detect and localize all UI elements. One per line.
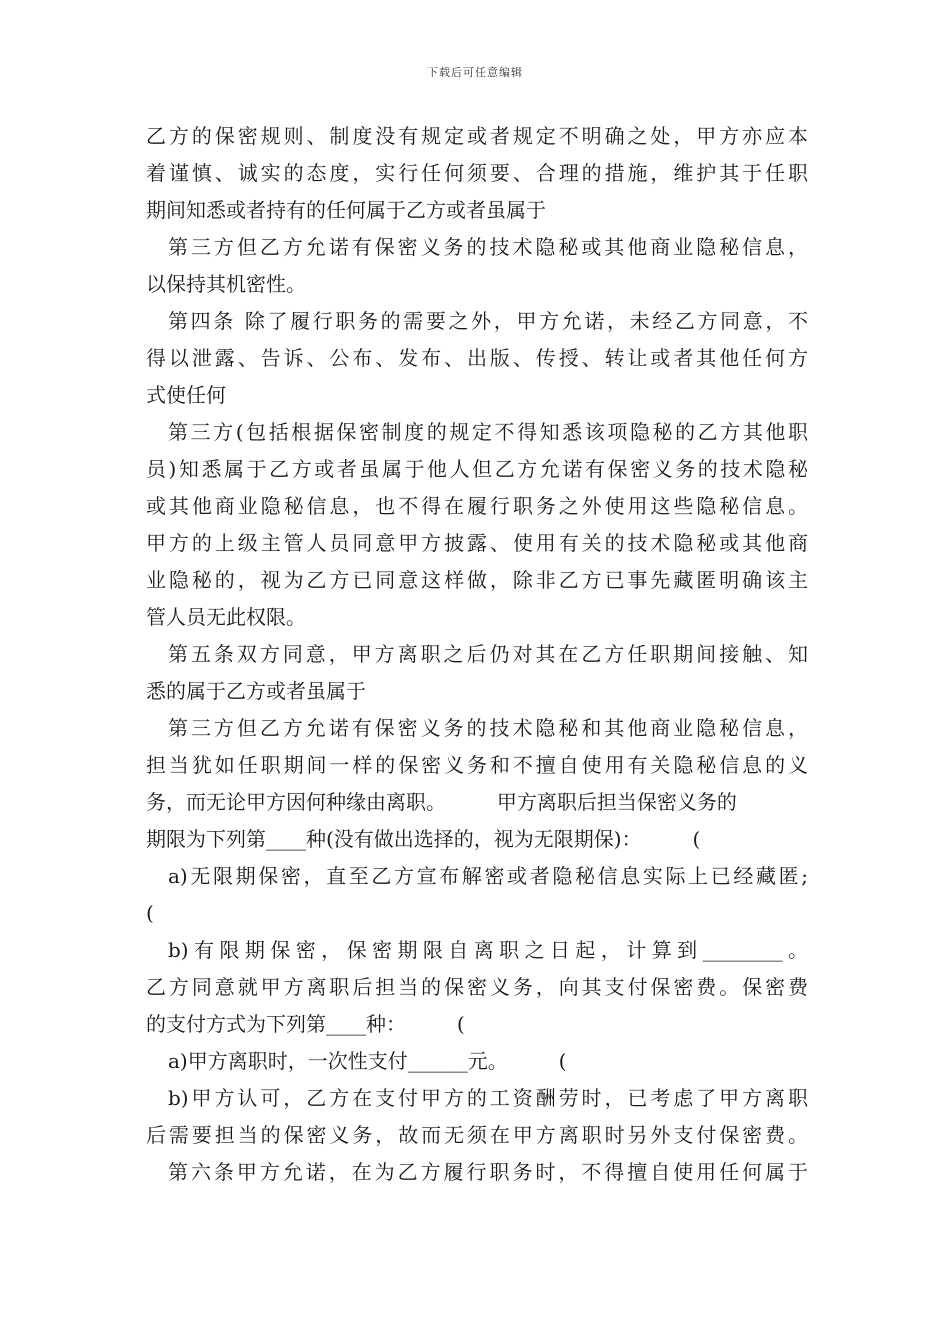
paragraph-line: 第三方(包括根据保密制度的规定不得知悉该项隐秘的乙方其他职 xyxy=(168,420,808,444)
paragraph-line: 员)知悉属于乙方或者虽属于他人但乙方允诺有保密义务的技术隐秘 xyxy=(146,457,808,481)
paragraph-line: a)无限期保密，直至乙方宣布解密或者隐秘信息实际上已经藏匿; xyxy=(168,864,808,888)
document-body xyxy=(146,118,808,1191)
paragraph-line: 后需要担当的保密义务，故而无须在甲方离职时另外支付保密费。 xyxy=(146,1123,808,1147)
paragraph-line: b)有限期保密，保密期限自离职之日起，计算到________。 xyxy=(168,938,808,962)
paragraph-line: 或其他商业隐秘信息，也不得在履行职务之外使用这些隐秘信息。 xyxy=(146,494,808,518)
paragraph-line: 甲方的上级主管人员同意甲方披露、使用有关的技术隐秘或其他商 xyxy=(146,531,808,555)
paragraph-line: 式使任何 xyxy=(146,383,226,407)
paragraph-line: 业隐秘的，视为乙方已同意这样做，除非乙方已事先藏匿明确该主 xyxy=(146,568,808,592)
paragraph-line: 第六条甲方允诺，在为乙方履行职务时，不得擅自使用任何属于 xyxy=(168,1160,808,1184)
paragraph-line: 第三方但乙方允诺有保密义务的技术隐秘和其他商业隐秘信息， xyxy=(168,716,808,740)
paragraph-line: 乙方的保密规则、制度没有规定或者规定不明确之处，甲方亦应本 xyxy=(146,124,808,148)
paragraph-line: b)甲方认可，乙方在支付甲方的工资酬劳时，已考虑了甲方离职 xyxy=(168,1086,808,1110)
paragraph-line: 着谨慎、诚实的态度，实行任何须要、合理的措施，维护其于任职 xyxy=(146,161,808,185)
paragraph-line: 以保持其机密性。 xyxy=(146,272,306,296)
paragraph-line: ( xyxy=(146,901,154,925)
paragraph-line: 得以泄露、告诉、公布、发布、出版、传授、转让或者其他任何方 xyxy=(146,346,808,370)
paragraph-line: a)甲方离职时，一次性支付______元。 ( xyxy=(168,1049,567,1073)
paragraph-line: 悉的属于乙方或者虽属于 xyxy=(146,679,366,703)
paragraph-line: 的支付方式为下列第____种： ( xyxy=(146,1012,465,1036)
paragraph-line: 期限为下列第____种(没有做出选择的，视为无限期保)： ( xyxy=(146,827,701,851)
paragraph-line: 管人员无此权限。 xyxy=(146,605,306,629)
paragraph-line: 期间知悉或者持有的任何属于乙方或者虽属于 xyxy=(146,198,546,222)
paragraph-line: 第五条双方同意，甲方离职之后仍对其在乙方任职期间接触、知 xyxy=(168,642,808,666)
paragraph-line: 第三方但乙方允诺有保密义务的技术隐秘或其他商业隐秘信息， xyxy=(168,235,808,259)
paragraph-line: 乙方同意就甲方离职后担当的保密义务，向其支付保密费。保密费 xyxy=(146,975,808,999)
page-header: 下载后可任意编辑 xyxy=(427,66,523,79)
paragraph-line: 务，而无论甲方因何种缘由离职。 甲方离职后担当保密义务的 xyxy=(146,790,737,814)
paragraph-line: 担当犹如任职期间一样的保密义务和不擅自使用有关隐秘信息的义 xyxy=(146,753,808,777)
paragraph-line: 第四条 除了履行职务的需要之外，甲方允诺，未经乙方同意，不 xyxy=(168,309,808,333)
